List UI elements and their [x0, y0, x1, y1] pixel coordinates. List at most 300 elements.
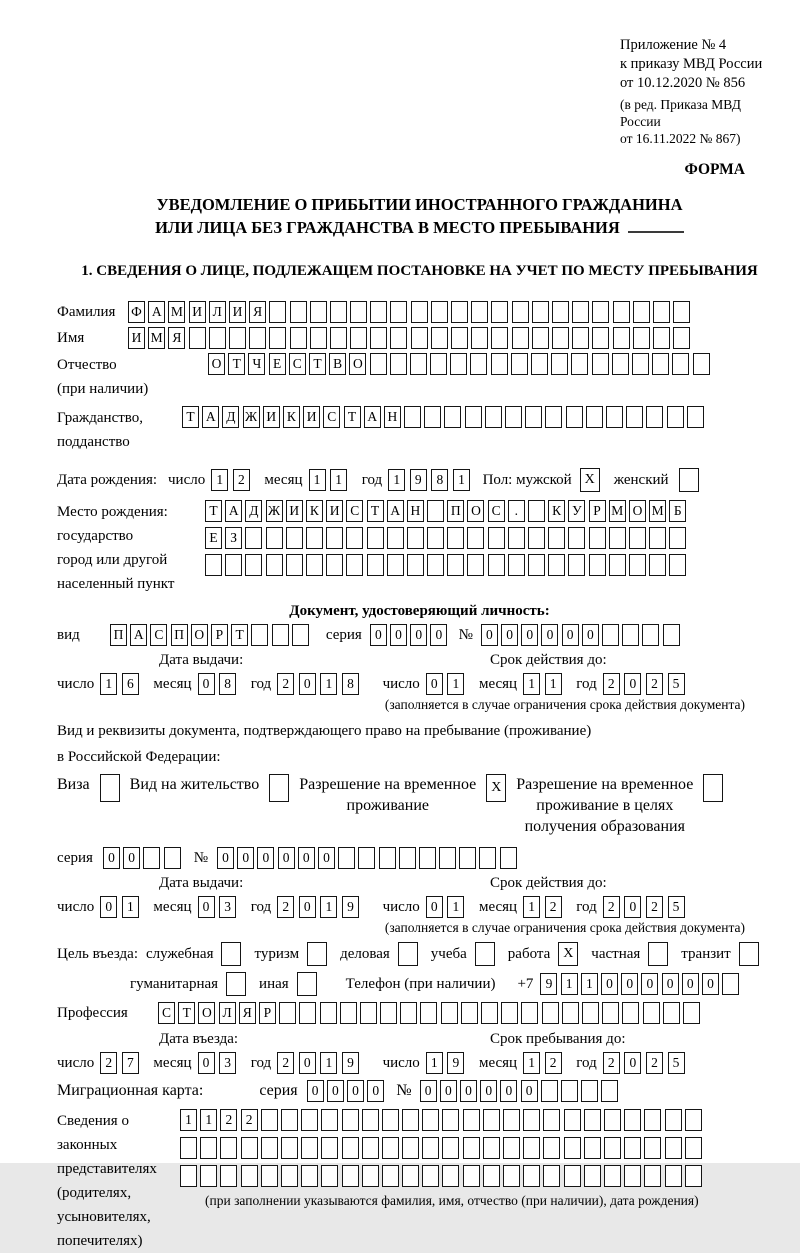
char-cell[interactable]: А — [130, 624, 147, 646]
permit-number-cells[interactable] — [217, 847, 520, 869]
char-cell[interactable] — [340, 1002, 357, 1024]
char-cell[interactable] — [521, 1002, 538, 1024]
stay-month-cells[interactable] — [523, 1052, 566, 1074]
char-cell[interactable] — [568, 527, 585, 549]
char-cell[interactable] — [410, 353, 427, 375]
char-cell[interactable]: Н — [384, 406, 401, 428]
char-cell[interactable] — [261, 1165, 278, 1187]
char-cell[interactable] — [330, 327, 347, 349]
char-cell[interactable] — [646, 406, 663, 428]
char-cell[interactable] — [281, 1165, 298, 1187]
char-cell[interactable] — [643, 1002, 660, 1024]
char-cell[interactable] — [463, 1109, 480, 1131]
char-cell[interactable] — [602, 624, 619, 646]
char-cell[interactable] — [629, 554, 646, 576]
char-cell[interactable] — [272, 624, 289, 646]
char-cell[interactable]: 2 — [603, 673, 620, 695]
char-cell[interactable]: 0 — [278, 847, 295, 869]
char-cell[interactable] — [584, 1137, 601, 1159]
char-cell[interactable]: 0 — [624, 1052, 641, 1074]
char-cell[interactable] — [342, 1165, 359, 1187]
char-cell[interactable] — [370, 301, 387, 323]
char-cell[interactable]: Ж — [243, 406, 260, 428]
char-cell[interactable] — [299, 1002, 316, 1024]
char-cell[interactable] — [450, 353, 467, 375]
char-cell[interactable] — [342, 1109, 359, 1131]
char-cell[interactable] — [609, 554, 626, 576]
char-cell[interactable]: 0 — [662, 973, 679, 995]
citizenship-cells[interactable] — [182, 406, 707, 428]
char-cell[interactable] — [562, 1002, 579, 1024]
char-cell[interactable] — [387, 527, 404, 549]
char-cell[interactable] — [564, 1137, 581, 1159]
char-cell[interactable] — [467, 554, 484, 576]
char-cell[interactable] — [266, 554, 283, 576]
char-cell[interactable] — [592, 353, 609, 375]
char-cell[interactable] — [362, 1165, 379, 1187]
char-cell[interactable] — [488, 527, 505, 549]
char-cell[interactable]: 7 — [122, 1052, 139, 1074]
char-cell[interactable]: 0 — [481, 624, 498, 646]
char-cell[interactable] — [602, 1002, 619, 1024]
char-cell[interactable] — [604, 1109, 621, 1131]
char-cell[interactable] — [604, 1165, 621, 1187]
char-cell[interactable] — [523, 1137, 540, 1159]
char-cell[interactable]: 0 — [501, 624, 518, 646]
char-cell[interactable]: 2 — [100, 1052, 117, 1074]
char-cell[interactable]: 2 — [646, 896, 663, 918]
char-cell[interactable]: Т — [367, 500, 384, 522]
entry-year-cells[interactable] — [277, 1052, 363, 1074]
char-cell[interactable]: 0 — [390, 624, 407, 646]
char-cell[interactable]: 0 — [541, 624, 558, 646]
char-cell[interactable] — [444, 406, 461, 428]
char-cell[interactable] — [320, 1002, 337, 1024]
char-cell[interactable]: 3 — [219, 1052, 236, 1074]
char-cell[interactable] — [541, 1080, 558, 1102]
identity-valid-month-cells[interactable] — [523, 673, 566, 695]
char-cell[interactable] — [687, 406, 704, 428]
char-cell[interactable]: Ф — [128, 301, 145, 323]
char-cell[interactable]: 9 — [342, 896, 359, 918]
char-cell[interactable] — [622, 624, 639, 646]
char-cell[interactable]: 0 — [307, 1080, 324, 1102]
char-cell[interactable] — [220, 1165, 237, 1187]
char-cell[interactable] — [200, 1165, 217, 1187]
char-cell[interactable] — [629, 527, 646, 549]
char-cell[interactable] — [407, 554, 424, 576]
char-cell[interactable]: 8 — [431, 469, 448, 491]
char-cell[interactable] — [439, 847, 456, 869]
doc-number-cells[interactable] — [481, 624, 683, 646]
char-cell[interactable] — [286, 554, 303, 576]
char-cell[interactable] — [653, 327, 670, 349]
char-cell[interactable]: 1 — [453, 469, 470, 491]
char-cell[interactable] — [380, 1002, 397, 1024]
char-cell[interactable] — [310, 301, 327, 323]
char-cell[interactable]: 2 — [277, 673, 294, 695]
char-cell[interactable] — [261, 1109, 278, 1131]
char-cell[interactable]: 0 — [198, 896, 215, 918]
char-cell[interactable]: 0 — [217, 847, 234, 869]
char-cell[interactable] — [310, 327, 327, 349]
char-cell[interactable] — [491, 353, 508, 375]
char-cell[interactable] — [422, 1165, 439, 1187]
char-cell[interactable] — [566, 406, 583, 428]
char-cell[interactable] — [290, 327, 307, 349]
char-cell[interactable] — [722, 973, 739, 995]
char-cell[interactable]: 0 — [237, 847, 254, 869]
char-cell[interactable]: 0 — [123, 847, 140, 869]
char-cell[interactable] — [511, 353, 528, 375]
char-cell[interactable] — [338, 847, 355, 869]
char-cell[interactable]: 1 — [320, 673, 337, 695]
char-cell[interactable]: 5 — [668, 1052, 685, 1074]
char-cell[interactable] — [592, 327, 609, 349]
char-cell[interactable] — [613, 301, 630, 323]
char-cell[interactable] — [622, 1002, 639, 1024]
char-cell[interactable] — [370, 353, 387, 375]
char-cell[interactable] — [505, 406, 522, 428]
char-cell[interactable]: 0 — [702, 973, 719, 995]
char-cell[interactable] — [164, 847, 181, 869]
char-cell[interactable] — [624, 1109, 641, 1131]
permit-series-cells[interactable] — [103, 847, 184, 869]
char-cell[interactable]: И — [229, 301, 246, 323]
char-cell[interactable] — [481, 1002, 498, 1024]
char-cell[interactable] — [205, 554, 222, 576]
char-cell[interactable] — [326, 554, 343, 576]
char-cell[interactable] — [479, 847, 496, 869]
char-cell[interactable] — [346, 527, 363, 549]
char-cell[interactable] — [503, 1109, 520, 1131]
commercial-checkbox[interactable] — [398, 942, 418, 966]
char-cell[interactable] — [663, 1002, 680, 1024]
char-cell[interactable]: 0 — [299, 1052, 316, 1074]
char-cell[interactable]: 1 — [309, 469, 326, 491]
char-cell[interactable] — [471, 301, 488, 323]
char-cell[interactable]: 3 — [219, 896, 236, 918]
char-cell[interactable] — [633, 327, 650, 349]
char-cell[interactable]: 9 — [447, 1052, 464, 1074]
identity-valid-day-cells[interactable] — [426, 673, 469, 695]
char-cell[interactable] — [512, 301, 529, 323]
char-cell[interactable] — [390, 327, 407, 349]
char-cell[interactable] — [665, 1137, 682, 1159]
char-cell[interactable] — [586, 406, 603, 428]
char-cell[interactable]: П — [171, 624, 188, 646]
char-cell[interactable] — [667, 406, 684, 428]
char-cell[interactable] — [220, 1137, 237, 1159]
char-cell[interactable] — [367, 554, 384, 576]
char-cell[interactable] — [581, 1080, 598, 1102]
char-cell[interactable] — [411, 301, 428, 323]
char-cell[interactable] — [606, 406, 623, 428]
profession-cells[interactable] — [158, 1002, 703, 1024]
char-cell[interactable]: Н — [407, 500, 424, 522]
char-cell[interactable]: Р — [211, 624, 228, 646]
char-cell[interactable] — [404, 406, 421, 428]
char-cell[interactable] — [561, 1080, 578, 1102]
birth-year-cells[interactable] — [388, 469, 474, 491]
char-cell[interactable]: 0 — [460, 1080, 477, 1102]
stay-day-cells[interactable] — [426, 1052, 469, 1074]
char-cell[interactable] — [382, 1109, 399, 1131]
char-cell[interactable]: С — [289, 353, 306, 375]
char-cell[interactable]: М — [148, 327, 165, 349]
char-cell[interactable]: 2 — [277, 896, 294, 918]
char-cell[interactable] — [430, 353, 447, 375]
char-cell[interactable] — [665, 1109, 682, 1131]
char-cell[interactable]: 2 — [233, 469, 250, 491]
char-cell[interactable] — [642, 624, 659, 646]
char-cell[interactable] — [346, 554, 363, 576]
char-cell[interactable]: 5 — [668, 673, 685, 695]
humanitarian-checkbox[interactable] — [226, 972, 246, 996]
char-cell[interactable]: П — [110, 624, 127, 646]
stay-year-cells[interactable] — [603, 1052, 689, 1074]
char-cell[interactable]: С — [323, 406, 340, 428]
char-cell[interactable] — [180, 1137, 197, 1159]
char-cell[interactable]: 1 — [388, 469, 405, 491]
char-cell[interactable] — [281, 1109, 298, 1131]
firstname-cells[interactable] — [128, 327, 693, 349]
identity-issue-year-cells[interactable] — [277, 673, 363, 695]
char-cell[interactable]: 1 — [180, 1109, 197, 1131]
char-cell[interactable] — [653, 301, 670, 323]
char-cell[interactable]: Е — [205, 527, 222, 549]
char-cell[interactable]: 1 — [523, 673, 540, 695]
char-cell[interactable]: Т — [309, 353, 326, 375]
migration-number-cells[interactable] — [420, 1080, 622, 1102]
char-cell[interactable] — [447, 527, 464, 549]
char-cell[interactable]: Д — [245, 500, 262, 522]
char-cell[interactable] — [306, 527, 323, 549]
birthplace-cells-row2[interactable] — [205, 527, 690, 549]
char-cell[interactable] — [279, 1002, 296, 1024]
char-cell[interactable] — [292, 624, 309, 646]
char-cell[interactable]: Ч — [248, 353, 265, 375]
char-cell[interactable]: 1 — [447, 896, 464, 918]
char-cell[interactable]: Я — [249, 301, 266, 323]
char-cell[interactable] — [543, 1137, 560, 1159]
char-cell[interactable] — [548, 527, 565, 549]
char-cell[interactable] — [459, 847, 476, 869]
char-cell[interactable] — [644, 1137, 661, 1159]
representatives-cells-row2[interactable] — [180, 1137, 705, 1159]
char-cell[interactable] — [286, 527, 303, 549]
female-checkbox[interactable] — [679, 468, 699, 492]
char-cell[interactable]: И — [303, 406, 320, 428]
char-cell[interactable]: 9 — [410, 469, 427, 491]
char-cell[interactable]: 0 — [299, 673, 316, 695]
char-cell[interactable]: 1 — [561, 973, 578, 995]
char-cell[interactable] — [601, 1080, 618, 1102]
char-cell[interactable] — [379, 847, 396, 869]
char-cell[interactable] — [665, 1165, 682, 1187]
char-cell[interactable]: 1 — [545, 673, 562, 695]
char-cell[interactable] — [613, 327, 630, 349]
char-cell[interactable] — [572, 301, 589, 323]
char-cell[interactable] — [387, 554, 404, 576]
char-cell[interactable] — [400, 1002, 417, 1024]
char-cell[interactable] — [644, 1109, 661, 1131]
char-cell[interactable] — [568, 554, 585, 576]
char-cell[interactable] — [673, 327, 690, 349]
char-cell[interactable]: С — [488, 500, 505, 522]
char-cell[interactable] — [411, 327, 428, 349]
char-cell[interactable] — [624, 1165, 641, 1187]
char-cell[interactable] — [592, 301, 609, 323]
char-cell[interactable]: 2 — [277, 1052, 294, 1074]
char-cell[interactable] — [441, 1002, 458, 1024]
char-cell[interactable]: М — [609, 500, 626, 522]
char-cell[interactable]: Р — [589, 500, 606, 522]
char-cell[interactable]: 0 — [257, 847, 274, 869]
char-cell[interactable] — [528, 554, 545, 576]
char-cell[interactable] — [644, 1165, 661, 1187]
char-cell[interactable] — [402, 1165, 419, 1187]
char-cell[interactable] — [229, 327, 246, 349]
char-cell[interactable]: В — [329, 353, 346, 375]
char-cell[interactable] — [241, 1165, 258, 1187]
char-cell[interactable]: 1 — [100, 673, 117, 695]
char-cell[interactable] — [245, 527, 262, 549]
char-cell[interactable] — [290, 301, 307, 323]
char-cell[interactable] — [685, 1165, 702, 1187]
char-cell[interactable] — [501, 1002, 518, 1024]
char-cell[interactable]: 0 — [624, 896, 641, 918]
char-cell[interactable]: А — [148, 301, 165, 323]
char-cell[interactable] — [306, 554, 323, 576]
char-cell[interactable] — [508, 554, 525, 576]
char-cell[interactable] — [551, 353, 568, 375]
permit-valid-month-cells[interactable] — [523, 896, 566, 918]
char-cell[interactable]: О — [349, 353, 366, 375]
char-cell[interactable]: 1 — [523, 896, 540, 918]
char-cell[interactable] — [669, 527, 686, 549]
char-cell[interactable]: С — [150, 624, 167, 646]
char-cell[interactable]: 0 — [426, 896, 443, 918]
char-cell[interactable]: К — [283, 406, 300, 428]
char-cell[interactable]: 1 — [330, 469, 347, 491]
char-cell[interactable]: К — [548, 500, 565, 522]
char-cell[interactable] — [350, 301, 367, 323]
char-cell[interactable] — [528, 527, 545, 549]
char-cell[interactable]: О — [467, 500, 484, 522]
char-cell[interactable] — [209, 327, 226, 349]
char-cell[interactable]: 0 — [298, 847, 315, 869]
char-cell[interactable]: У — [568, 500, 585, 522]
char-cell[interactable] — [523, 1109, 540, 1131]
char-cell[interactable]: З — [225, 527, 242, 549]
char-cell[interactable] — [463, 1165, 480, 1187]
char-cell[interactable]: Е — [269, 353, 286, 375]
char-cell[interactable] — [528, 500, 545, 522]
surname-cells[interactable] — [128, 301, 693, 323]
char-cell[interactable]: О — [208, 353, 225, 375]
char-cell[interactable]: 2 — [646, 673, 663, 695]
visa-checkbox[interactable] — [100, 774, 120, 802]
char-cell[interactable]: Т — [231, 624, 248, 646]
char-cell[interactable] — [609, 527, 626, 549]
char-cell[interactable] — [531, 353, 548, 375]
char-cell[interactable] — [180, 1165, 197, 1187]
char-cell[interactable] — [431, 327, 448, 349]
representatives-cells-row1[interactable] — [180, 1109, 705, 1131]
char-cell[interactable]: 0 — [198, 1052, 215, 1074]
migration-series-cells[interactable] — [307, 1080, 388, 1102]
char-cell[interactable] — [564, 1165, 581, 1187]
char-cell[interactable] — [261, 1137, 278, 1159]
char-cell[interactable]: 0 — [100, 896, 117, 918]
char-cell[interactable] — [419, 847, 436, 869]
char-cell[interactable]: Я — [168, 327, 185, 349]
char-cell[interactable]: 1 — [581, 973, 598, 995]
char-cell[interactable] — [399, 847, 416, 869]
char-cell[interactable]: 2 — [241, 1109, 258, 1131]
char-cell[interactable] — [471, 327, 488, 349]
char-cell[interactable] — [584, 1165, 601, 1187]
birthplace-cells-row1[interactable] — [205, 500, 690, 522]
char-cell[interactable] — [461, 1002, 478, 1024]
char-cell[interactable] — [424, 406, 441, 428]
char-cell[interactable] — [407, 527, 424, 549]
char-cell[interactable]: 1 — [122, 896, 139, 918]
tourism-checkbox[interactable] — [307, 942, 327, 966]
char-cell[interactable] — [525, 406, 542, 428]
char-cell[interactable] — [584, 1109, 601, 1131]
char-cell[interactable]: 0 — [318, 847, 335, 869]
char-cell[interactable] — [362, 1137, 379, 1159]
char-cell[interactable] — [402, 1137, 419, 1159]
char-cell[interactable] — [266, 527, 283, 549]
char-cell[interactable] — [652, 353, 669, 375]
char-cell[interactable] — [358, 847, 375, 869]
char-cell[interactable]: 0 — [521, 624, 538, 646]
char-cell[interactable] — [683, 1002, 700, 1024]
char-cell[interactable] — [491, 301, 508, 323]
char-cell[interactable] — [485, 406, 502, 428]
doc-series-cells[interactable] — [370, 624, 451, 646]
char-cell[interactable] — [301, 1165, 318, 1187]
char-cell[interactable] — [390, 301, 407, 323]
char-cell[interactable] — [572, 327, 589, 349]
permit-issue-day-cells[interactable] — [100, 896, 143, 918]
char-cell[interactable] — [571, 353, 588, 375]
char-cell[interactable] — [442, 1109, 459, 1131]
char-cell[interactable] — [390, 353, 407, 375]
char-cell[interactable] — [693, 353, 710, 375]
char-cell[interactable]: 1 — [320, 896, 337, 918]
char-cell[interactable]: Л — [219, 1002, 236, 1024]
char-cell[interactable] — [589, 527, 606, 549]
permit-valid-day-cells[interactable] — [426, 896, 469, 918]
phone-cells[interactable] — [540, 973, 742, 995]
permit-issue-month-cells[interactable] — [198, 896, 241, 918]
char-cell[interactable]: Б — [669, 500, 686, 522]
birth-day-cells[interactable] — [211, 469, 254, 491]
doc-type-cells[interactable] — [110, 624, 312, 646]
char-cell[interactable]: 0 — [582, 624, 599, 646]
char-cell[interactable] — [488, 554, 505, 576]
char-cell[interactable] — [402, 1109, 419, 1131]
char-cell[interactable]: . — [508, 500, 525, 522]
char-cell[interactable]: 0 — [347, 1080, 364, 1102]
char-cell[interactable] — [633, 301, 650, 323]
char-cell[interactable]: О — [191, 624, 208, 646]
char-cell[interactable] — [500, 847, 517, 869]
